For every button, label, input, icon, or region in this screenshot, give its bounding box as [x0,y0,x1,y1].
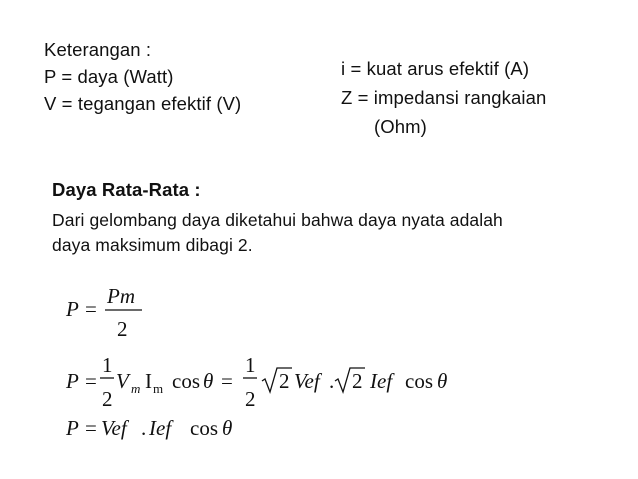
formula-3-dot: . [141,416,147,440]
section-description-line-2: daya maksimum dibagi 2. [52,235,253,255]
formula-2-theta-2: θ [437,369,448,393]
formula-2-sqrt-argument-2: 2 [352,369,363,393]
formula-1-lhs: P [66,297,79,321]
formula-2-equals: = [85,369,97,393]
formula-expanded-power [65,353,447,411]
formula-effective-power [65,416,232,440]
formula-2-theta: θ [203,369,214,393]
formula-2-v-subscript: m [131,381,141,396]
formula-2-half-denominator: 2 [102,387,113,411]
formula-2-vef: Vef [294,369,320,393]
formula-3-equals: = [85,416,97,440]
legend-i-definition: i = kuat arus efektif (A) [341,58,530,79]
legend-heading: Keterangan : [44,39,152,60]
formula-2-i: I [145,369,152,393]
formula-2-half2-denominator: 2 [245,387,256,411]
legend-z-unit: (Ohm) [374,116,427,137]
formula-1-denominator: 2 [117,317,128,341]
formula-2-cos: cos [172,369,200,393]
formula-3-cos: cos [190,416,218,440]
formula-2-v: V [116,369,129,393]
formula-2-i-subscript: m [153,381,164,396]
legend-v-definition: V = tegangan efektif (V) [44,93,242,114]
section-title: Daya Rata-Rata : [52,179,201,200]
formula-2-equals-2: = [221,369,233,393]
legend-p-definition: P = daya (Watt) [44,66,174,87]
formula-1-numerator: Pm [107,284,135,308]
formula-2-ief: Ief [370,369,393,393]
formula-3-lhs: P [66,416,79,440]
formula-2-cos-2: cos [405,369,433,393]
formula-2-dot: . [329,369,335,393]
section-description-line-1: Dari gelombang daya diketahui bahwa daya nyata adalah [52,210,503,230]
formula-3-theta: θ [222,416,233,440]
formula-2-half2-numerator: 1 [245,353,256,377]
formula-2-sqrt-argument: 2 [279,369,290,393]
legend-z-definition: Z = impedansi rangkaian [341,87,547,108]
formula-1-equals: = [85,297,97,321]
formula-3-ief: Ief [149,416,172,440]
formula-2-half-numerator: 1 [102,353,113,377]
formula-3-vef: Vef [101,416,127,440]
formula-average-power [65,284,142,341]
formula-2-lhs: P [66,369,79,393]
